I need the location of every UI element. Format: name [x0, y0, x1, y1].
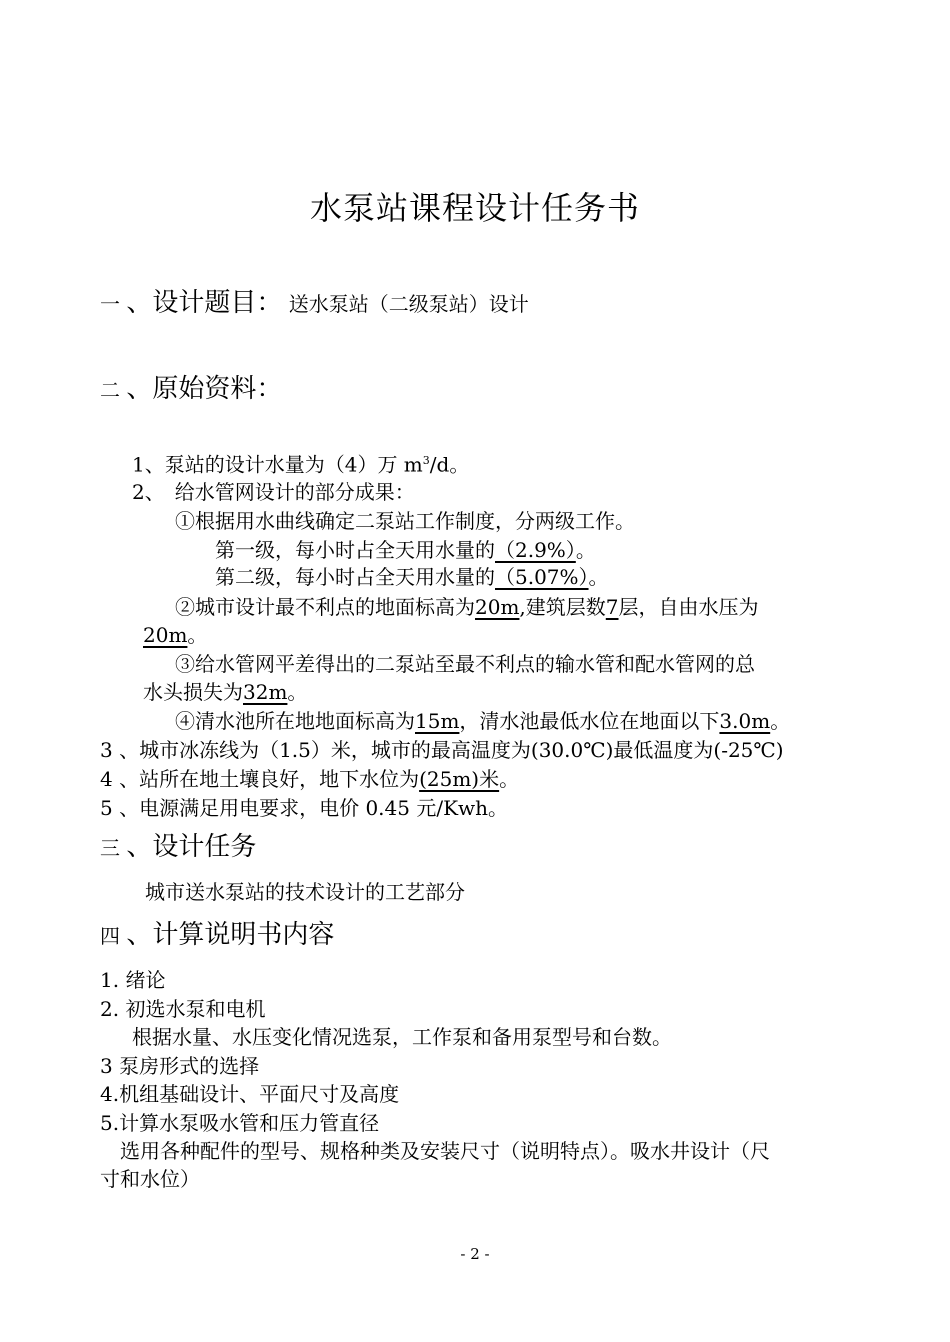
sub-item-3-cont: 水头损失为32m。 [143, 680, 308, 704]
free-pressure-value: 20m [143, 623, 188, 647]
sub-item-2: ②城市设计最不利点的地面标高为20m,建筑层数7层，自由水压为 [175, 595, 759, 619]
list-item: 寸和水位） [100, 1167, 200, 1191]
item-5: 5 、电源满足用电要求，电价 0.45 元/Kwh。 [100, 796, 509, 820]
list-item: 2. 初选水泵和电机 [100, 997, 266, 1021]
sub-item-1: ①根据用水曲线确定二泵站工作制度，分两级工作。 [175, 509, 635, 533]
list-item: 选用各种配件的型号、规格种类及安装尺寸（说明特点）。吸水井设计（尺 [120, 1139, 770, 1163]
section-3-number: 三 [100, 836, 120, 860]
level-2-line: 第二级，每小时占全天用水量的（5.07%）。 [215, 565, 609, 589]
sub-item-4: ④清水池所在地地面标高为15m，清水池最低水位在地面以下3.0m。 [175, 709, 791, 733]
section-1-heading [100, 286, 529, 320]
design-subject: 送水泵站（二级泵站）设计 [288, 292, 529, 316]
reservoir-elevation-value: 15m [415, 709, 460, 733]
section-4-heading [100, 918, 334, 952]
ground-elevation-value: 20m [475, 595, 520, 619]
head-loss-value: 32m [243, 680, 288, 704]
level-2-value: （5.07%） [495, 565, 589, 589]
item-4: 4 、站所在地土壤良好，地下水位为(25m)米。 [100, 767, 520, 791]
item-2: 2、 给水管网设计的部分成果： [132, 480, 415, 504]
item-1: 1、泵站的设计水量为（4）万 $m^3/d$。 [132, 452, 470, 477]
water-level-value: 3.0m [719, 709, 771, 733]
section-1-title: 、设计题目： [126, 288, 283, 318]
sub-item-2-cont: 20m。 [143, 623, 208, 647]
design-task-content: 城市送水泵站的技术设计的工艺部分 [145, 880, 465, 904]
document-title: 水泵站课程设计任务书 [309, 189, 640, 227]
section-3-heading [100, 830, 256, 864]
section-2-title: 、原始资料： [126, 374, 283, 404]
section-1-number: 一 [100, 292, 120, 316]
page-number: - 2 - [460, 1245, 490, 1263]
sub-item-3: ③给水管网平差得出的二泵站至最不利点的输水管和配水管网的总 [175, 652, 755, 676]
section-4-title: 、计算说明书内容 [126, 920, 335, 950]
list-item: 1. 绪论 [100, 968, 166, 992]
list-item: 根据水量、水压变化情况选泵，工作泵和备用泵型号和台数。 [132, 1025, 672, 1049]
section-2-heading [100, 372, 282, 406]
list-item: 4.机组基础设计、平面尺寸及高度 [100, 1082, 400, 1106]
item-3: 3 、城市冰冻线为（1.5）米，城市的最高温度为(30.0℃)最低温度为(-25℃) [100, 738, 784, 762]
floors-value: 7 [605, 595, 619, 619]
level-1-value: （2.9%） [495, 538, 576, 562]
section-2-number: 二 [100, 378, 120, 402]
section-4-number: 四 [100, 924, 120, 948]
groundwater-level-value: (25m)米 [419, 767, 500, 791]
list-item: 3 泵房形式的选择 [100, 1054, 260, 1078]
list-item: 5.计算水泵吸水管和压力管直径 [100, 1111, 380, 1135]
section-3-title: 、设计任务 [126, 832, 257, 862]
level-1-line: 第一级，每小时占全天用水量的（2.9%）。 [215, 538, 596, 562]
